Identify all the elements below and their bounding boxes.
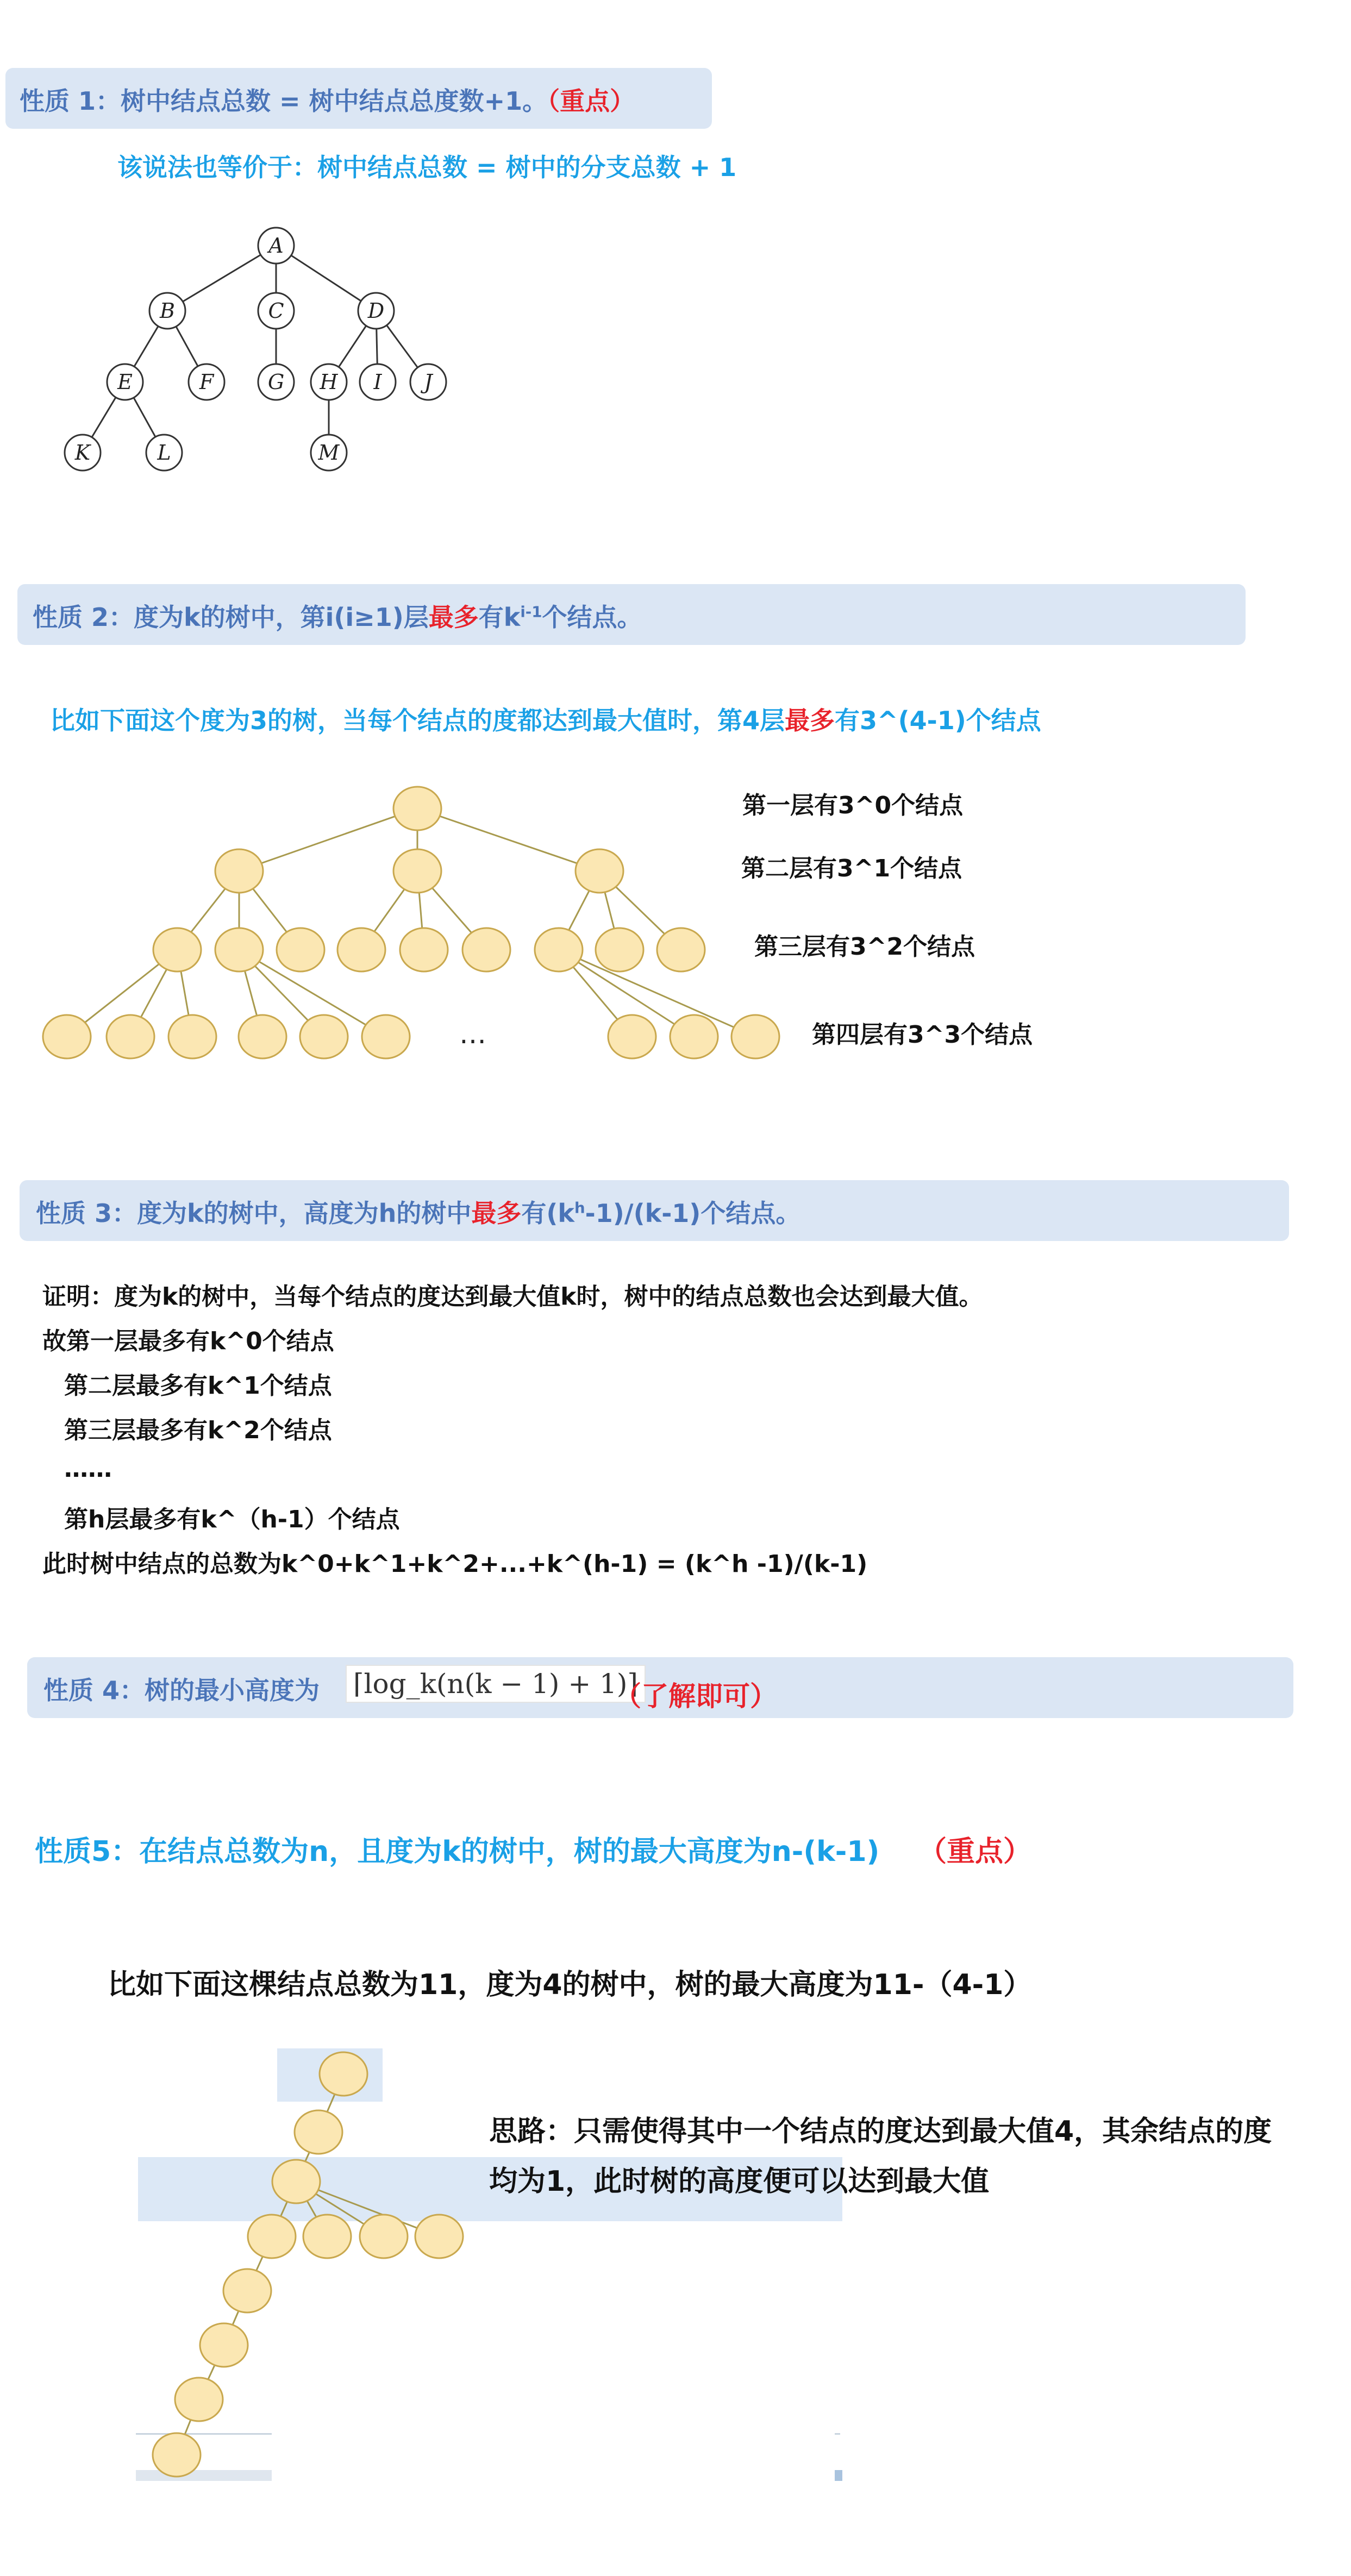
level2-label: 第二层有3^1个结点: [741, 855, 962, 882]
property5-example: 比如下面这棵结点总数为11，度为4的树中，树的最大高度为11-（4-1）: [108, 1969, 1032, 2001]
node-a-label: A: [268, 234, 284, 258]
chain-node-5: [303, 2215, 351, 2258]
chain-node-2: [295, 2110, 342, 2154]
property4-label: 性质 4：树的最小高度为: [43, 1676, 320, 1705]
level1-label: 第一层有3^0个结点: [742, 792, 964, 819]
proof-line-3: 第二层最多有k^1个结点: [64, 1372, 332, 1400]
proof-line-1: 证明：度为k的树中，当每个结点的度达到最大值k时，树中的结点总数也会达到最大值。: [42, 1283, 983, 1311]
property3-label-c: -1)/(k-1)个结点。: [585, 1199, 801, 1228]
idea-line-1: 思路：只需使得其中一个结点的度达到最大值4，其余结点的度: [489, 2115, 1272, 2148]
chain-node-10: [175, 2378, 223, 2421]
node-m-label: M: [318, 441, 340, 465]
node-b-label: B: [160, 299, 175, 323]
d3-ellipsis: …: [459, 1018, 486, 1050]
property2-example-b: 有3^(4-1)个结点: [835, 706, 1041, 735]
node-f-label: F: [199, 370, 214, 394]
property2-label-c: 个结点。: [542, 603, 642, 632]
chain-node-9: [200, 2323, 248, 2367]
proof-line-4: 第三层最多有k^2个结点: [64, 1417, 332, 1444]
property3-label-sup: h: [574, 1199, 585, 1217]
property1-note: 该说法也等价于：树中结点总数 = 树中的分支总数 + 1: [117, 153, 737, 182]
property3-label-a: 性质 3：度为k的树中，高度为h的树中: [36, 1199, 472, 1228]
property2-label-a: 性质 2：度为k的树中，第i(i≥1)层: [33, 603, 429, 632]
node-k-label: K: [74, 441, 91, 465]
chain-node-4: [248, 2215, 296, 2258]
chain-node-1: [320, 2052, 367, 2096]
property2-label-red: 最多: [428, 603, 479, 632]
proof-line-6: 第h层最多有k^（h-1）个结点: [64, 1506, 400, 1533]
chain-node-7: [415, 2215, 463, 2258]
level4-label: 第四层有3^3个结点: [812, 1021, 1033, 1049]
node-d-label: D: [367, 299, 385, 323]
property2-example-red: 最多: [785, 706, 835, 735]
property3-label-b: 有(k: [521, 1199, 574, 1228]
property4-formula: ⌈log_k(n(k − 1) + 1)⌉: [346, 1665, 646, 1703]
node-g-label: G: [267, 370, 285, 394]
property2-label-b: 有k: [478, 603, 521, 632]
property1-tag: （重点）: [547, 86, 635, 116]
chain-node-3: [272, 2160, 320, 2203]
idea-line-2: 均为1，此时树的高度便可以达到最大值: [489, 2165, 990, 2198]
proof-line-2: 故第一层最多有k^0个结点: [42, 1327, 334, 1355]
property2-label-sup: i-1: [520, 603, 542, 621]
property2-example-a: 比如下面这个度为3的树，当每个结点的度都达到最大值时，第4层: [50, 706, 785, 735]
property3-label-red: 最多: [471, 1199, 522, 1228]
chain-node-11: [153, 2433, 201, 2477]
node-j-label: J: [424, 370, 433, 394]
chain-node-8: [223, 2269, 271, 2312]
property5-tag: （重点）: [918, 1835, 1032, 1868]
property4-tag: （了解即可）: [614, 1681, 777, 1712]
node-e-label: E: [117, 370, 133, 394]
level3-label: 第三层有3^2个结点: [754, 933, 975, 961]
property5-label: 性质5：在结点总数为n，且度为k的树中，树的最大高度为n-(k-1): [35, 1835, 880, 1868]
proof-line-5: ……: [64, 1455, 112, 1483]
node-i-label: I: [373, 370, 382, 394]
chain-node-6: [360, 2215, 408, 2258]
node-c-label: C: [268, 299, 284, 323]
node-l-label: L: [157, 441, 171, 465]
property1-label: 性质 1：树中结点总数 = 树中结点总度数+1。: [20, 86, 548, 116]
node-h-label: H: [320, 370, 338, 394]
proof-line-7: 此时树中结点的总数为k^0+k^1+k^2+...+k^(h-1) = (k^h -1)/(k-1): [42, 1550, 868, 1578]
